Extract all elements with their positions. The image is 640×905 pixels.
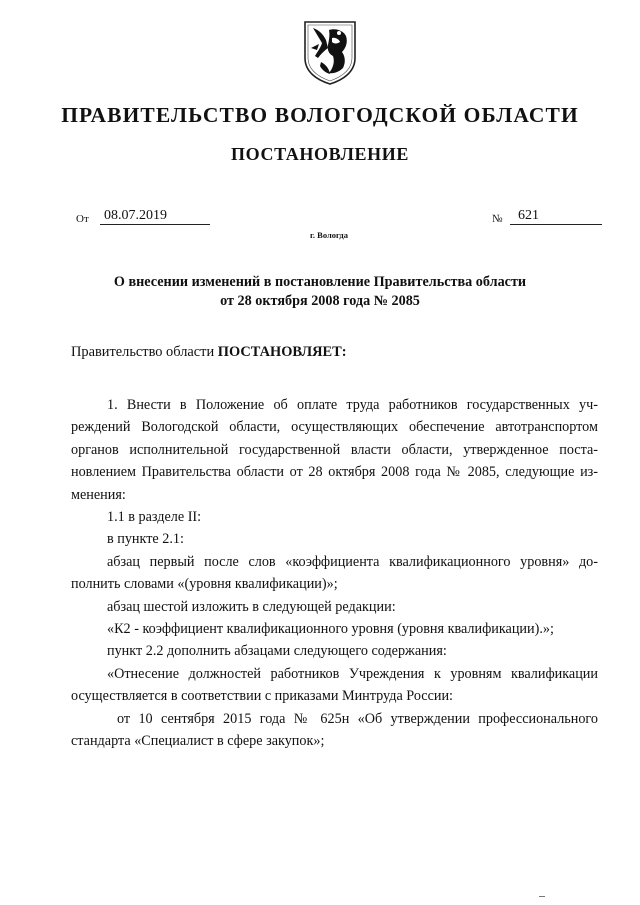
paragraph-4 — [71, 551, 598, 596]
document-date: 08.07.2019 — [100, 208, 210, 225]
paragraph-9 — [71, 708, 598, 753]
subject-line-2: от 28 октября 2008 года № 2085 — [220, 293, 420, 309]
paragraph-5: абзац шестой изложить в следующей редакции: — [107, 598, 396, 615]
paragraph-1 — [71, 394, 598, 506]
coat-of-arms-icon — [299, 18, 361, 86]
paragraph-3: в пункте 2.1: — [107, 531, 184, 548]
document-body — [71, 394, 598, 753]
paragraph-6: «К2 - коэффициент квалификационного уровня (уровня квалификации).»; — [107, 621, 554, 638]
text-line: менения: — [71, 486, 126, 503]
document-number: 621 — [510, 208, 602, 225]
document-type: ПОСТАНОВЛЕНИЕ — [231, 144, 409, 164]
text-line: абзац первый после слов «коэффициента квалификационного уровня» до- — [107, 553, 598, 570]
decree-prefix: Правительство области — [71, 344, 218, 360]
text-line: полнить словами «(уровня квалификации)»; — [71, 576, 338, 593]
text-line: новлением Правительства области от 28 октября 2008 года № 2085, следующие из- — [71, 464, 598, 481]
text-line: осуществляется в соответствии с приказами Минтруда России: — [71, 688, 454, 705]
text-line: от 10 сентября 2015 года № 625н «Об утверждении профессионального — [117, 710, 598, 727]
decree-statement — [71, 344, 347, 361]
paragraph-7: пункт 2.2 дополнить абзацами следующего содержания: — [107, 643, 447, 660]
document-subject — [70, 273, 570, 311]
paragraph-8 — [71, 663, 598, 708]
text-line: органов исполнительной государственной власти области, утвержденное поста- — [71, 441, 598, 458]
text-line: стандарта «Специалист в сфере закупок»; — [71, 733, 325, 750]
date-label: От — [76, 213, 89, 225]
text-line: 1. Внести в Положение об оплате труда работников государственных уч- — [107, 397, 598, 413]
city-label: г. Вологда — [310, 230, 348, 240]
scan-mark — [539, 896, 545, 897]
paragraph-2: 1.1 в разделе II: — [107, 509, 202, 526]
subject-line-1: О внесении изменений в постановление Правительства области — [113, 274, 527, 290]
text-line: реждений Вологодской области, осуществляющих обеспечение автотранспортом — [71, 419, 598, 436]
organization-title: ПРАВИТЕЛЬСТВО ВОЛОГОДСКОЙ ОБЛАСТИ — [61, 103, 579, 127]
text-line: «Отнесение должностей работников Учреждения к уровням квалификации — [107, 665, 598, 682]
decree-keyword: ПОСТАНОВЛЯЕТ: — [217, 344, 347, 360]
number-label: № — [492, 213, 503, 225]
